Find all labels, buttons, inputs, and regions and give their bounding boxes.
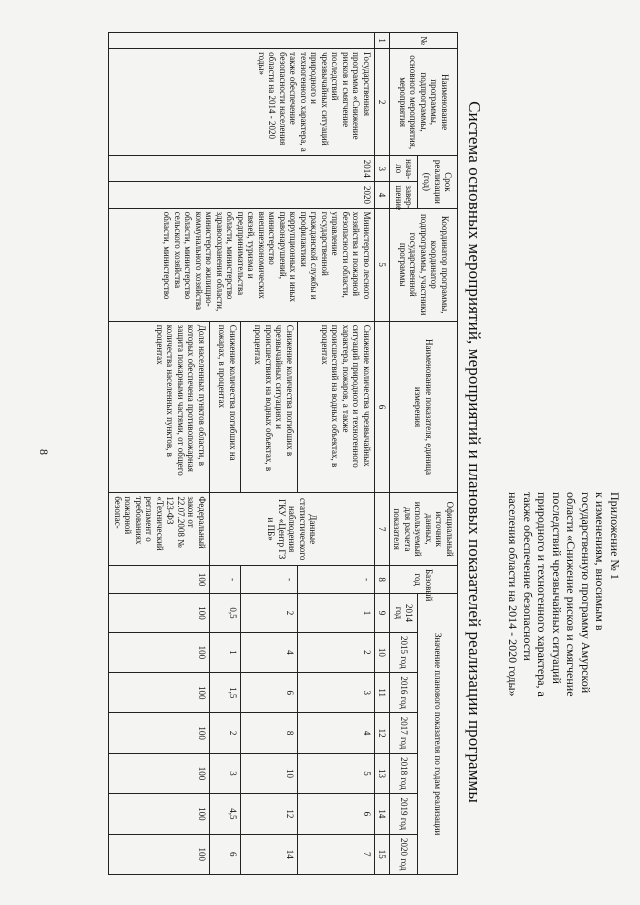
page-number: 8 [37, 449, 51, 455]
header-row [418, 33, 458, 875]
indicator-value: 7 [298, 834, 375, 875]
indicator-value: 4,5 [210, 794, 241, 834]
appendix-line: государственную программу Амурской [579, 492, 593, 694]
header-year: 2015 год [390, 632, 418, 672]
column-number: 14 [375, 794, 390, 834]
indicator-value: 6 [210, 834, 241, 875]
indicator-value: 100 [109, 753, 210, 793]
column-number: 7 [375, 493, 390, 566]
column-number: 15 [375, 834, 390, 875]
indicator-name: Доля населенных пунктов области, в которых обеспечена противопожарная защита пожарными частями, от общего количества населенных пунктов, в процентах [109, 321, 210, 493]
header-year: 2018 год [390, 753, 418, 793]
header-no: № [390, 33, 458, 49]
document-title: Система основных мероприятий, мероприятий и плановых показателей реализации программы [465, 101, 484, 803]
indicator-value: 10 [241, 753, 298, 793]
header-year: 2020 год [390, 834, 418, 875]
indicator-value: 4 [298, 713, 375, 753]
indicator-value: 8 [241, 713, 298, 753]
indicator-value: 100 [109, 794, 210, 834]
column-number: 11 [375, 673, 390, 713]
program-coordinator: Министерство лесного хозяйства и пожарной безопасности области, управление государственной гражданской службы и профилактики коррупционных и иных правонарушений, министерство внешнеэкономических связей, туризма и предпринимательства области, министерство здравоохранения области, министерство жилищно-коммунального хозяйства области, министерство сельского хозяйства области, министерство [109, 208, 375, 321]
indicator-value: 3 [298, 673, 375, 713]
header-year: 2019 год [390, 794, 418, 834]
header-name: Наименование программы, подпрограммы, основного мероприятия, мероприятия [390, 49, 458, 156]
indicator-base: - [210, 566, 241, 594]
appendix-line: области «Снижение рисков и смягчение [564, 492, 579, 697]
indicator-base: - [298, 566, 375, 594]
header-year: 2014 год [390, 594, 418, 632]
column-number: 13 [375, 753, 390, 793]
indicator-name: Снижение количества погибших в чрезвычайных ситуациях и происшествиях на водных объектах, в процентах [241, 321, 298, 493]
indicator-value: 2 [210, 713, 241, 753]
program-table [108, 32, 458, 875]
header-source: Официальный источник данных, используемый для расчета показателя [390, 493, 458, 566]
column-number-row [375, 33, 390, 875]
appendix-line: последствий чрезвычайных ситуаций [550, 492, 564, 684]
column-number: 6 [375, 321, 390, 493]
indicator-value: 2 [241, 594, 298, 632]
indicator-source: Федеральный закон от 22.07.2008 № 123-ФЗ «Технический регламент о требованиях пожарной безопас- [109, 493, 210, 566]
indicator-value: 5 [298, 753, 375, 793]
indicator-source: Данные статистического наблюдения ГКУ «Центр ГЗ и ПБ» [210, 493, 375, 566]
indicator-value: 100 [109, 632, 210, 672]
column-number: 4 [375, 182, 390, 208]
indicator-value: 1,5 [210, 673, 241, 713]
header-year: 2016 год [390, 673, 418, 713]
appendix-line: также обеспечение безопасности [521, 492, 535, 661]
indicator-base: - [241, 566, 298, 594]
rotated-content [10, 12, 630, 892]
program-end: 2020 [109, 182, 375, 208]
appendix-line: к изменениям, вносимым в [593, 492, 608, 631]
appendix-line: Приложение № 1 [608, 492, 622, 580]
indicator-value: 4 [241, 632, 298, 672]
indicator-value: 100 [109, 594, 210, 632]
indicator-value: 2 [298, 632, 375, 672]
column-number: 10 [375, 632, 390, 672]
program-no [109, 33, 375, 49]
indicator-name: Снижение количества погибших на пожарах, в процентах [210, 321, 241, 493]
header-indicator: Наименование показателя, единица измерения [390, 321, 458, 493]
indicator-value: 3 [210, 753, 241, 793]
column-number: 5 [375, 208, 390, 321]
indicator-value: 6 [298, 794, 375, 834]
header-term: Срок реализации (год) [418, 156, 458, 208]
header-values-group: Значение планового показателя по годам реализации [418, 594, 458, 875]
indicator-value: 0,5 [210, 594, 241, 632]
header-base-year: Базовый год [390, 566, 458, 594]
indicator-value: 100 [109, 834, 210, 875]
program-start: 2014 [109, 156, 375, 182]
column-number: 12 [375, 713, 390, 753]
indicator-value: 1 [210, 632, 241, 672]
header-coordinator: Координатор программы, координатор подпрограммы, участники государственной программы [390, 208, 458, 321]
header-start: нача-ло [390, 156, 418, 182]
column-number: 3 [375, 156, 390, 182]
indicator-value: 14 [241, 834, 298, 875]
column-number: 2 [375, 49, 390, 156]
indicator-base: 100 [109, 566, 210, 594]
program-name: Государственная программа «Снижение рисков и смягчение последствий чрезвычайных ситуаций природного и техногенного характера, а также обеспечение безопасности населения области на 2014 - 2020 годы» [109, 49, 375, 156]
appendix-line: природного и техногенного характера, а [535, 492, 550, 697]
indicator-name: Снижение количества чрезвычайных ситуаций природного и техногенного характера, пожаров, а также происшествий на водных объектах, в процентах [298, 321, 375, 493]
appendix-note [506, 492, 622, 872]
table-row [298, 33, 375, 875]
header-end: завер-шение [390, 182, 418, 208]
column-number: 8 [375, 566, 390, 594]
indicator-value: 100 [109, 673, 210, 713]
column-number: 9 [375, 594, 390, 632]
header-year: 2017 год [390, 713, 418, 753]
indicator-value: 100 [109, 713, 210, 753]
appendix-line: населения области на 2014 - 2020 годы» [506, 492, 521, 697]
column-number: 1 [375, 33, 390, 49]
indicator-value: 1 [298, 594, 375, 632]
indicator-value: 6 [241, 673, 298, 713]
indicator-value: 12 [241, 794, 298, 834]
